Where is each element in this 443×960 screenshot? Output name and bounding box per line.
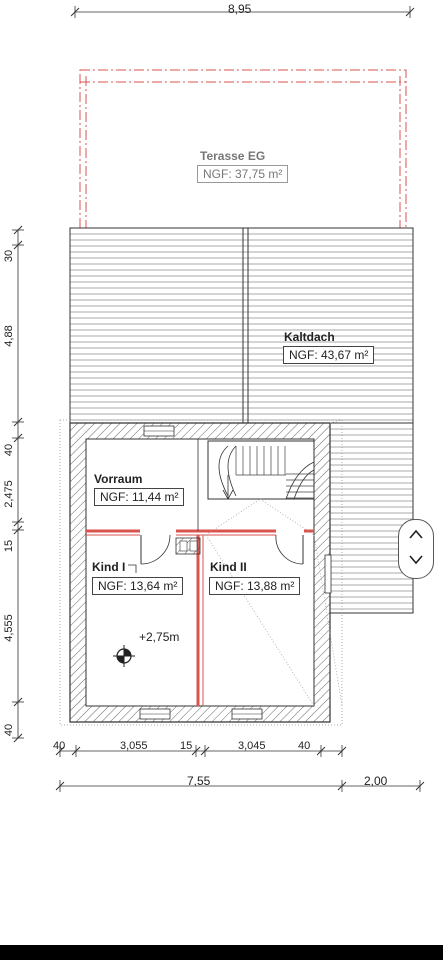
dim-left-7: 40 — [3, 723, 15, 737]
chevron-up-icon[interactable] — [399, 528, 433, 544]
dim-left-3: 40 — [3, 443, 15, 457]
scroll-nav-control[interactable] — [398, 519, 434, 579]
room-area-kind1: NGF: 13,64 m² — [92, 577, 183, 595]
label-corner-mark — [128, 565, 136, 573]
room-area-kaltdach: NGF: 43,67 m² — [283, 346, 374, 364]
dim-top-width: 8,95 — [228, 2, 252, 16]
dim-bottom-4: 3,045 — [238, 740, 266, 752]
dim-left-1: 30 — [3, 249, 15, 263]
bottom-bar — [0, 945, 443, 960]
chevron-down-icon[interactable] — [399, 554, 433, 570]
room-name-kind1: Kind I — [92, 560, 126, 574]
room-name-kaltdach: Kaltdach — [284, 330, 335, 344]
kaltdach-roof — [70, 228, 413, 613]
chimney — [176, 538, 200, 554]
room-area-vorraum: NGF: 11,44 m² — [94, 488, 184, 506]
dim-left-4: 2,475 — [3, 480, 15, 508]
dim-left-5: 15 — [3, 539, 15, 553]
room-name-vorraum: Vorraum — [94, 472, 143, 486]
room-area-terasse: NGF: 37,75 m² — [197, 165, 288, 183]
level-mark-text: +2,75m — [139, 630, 180, 644]
dim-bottom-1: 40 — [53, 740, 66, 752]
dim-total-1: 7,55 — [187, 774, 211, 788]
dim-left-6: 4,555 — [3, 614, 15, 642]
dim-bottom-3: 15 — [180, 740, 193, 752]
room-name-terasse: Terasse EG — [200, 149, 266, 163]
room-name-kind2: Kind II — [210, 560, 247, 574]
dim-left-2: 4,88 — [3, 325, 15, 347]
staircase — [208, 441, 314, 499]
dim-bottom-2: 3,055 — [120, 740, 148, 752]
dim-total-2: 2,00 — [364, 774, 388, 788]
level-marker-icon — [113, 645, 135, 667]
dim-bottom-5: 40 — [298, 740, 311, 752]
room-area-kind2: NGF: 13,88 m² — [209, 577, 300, 595]
